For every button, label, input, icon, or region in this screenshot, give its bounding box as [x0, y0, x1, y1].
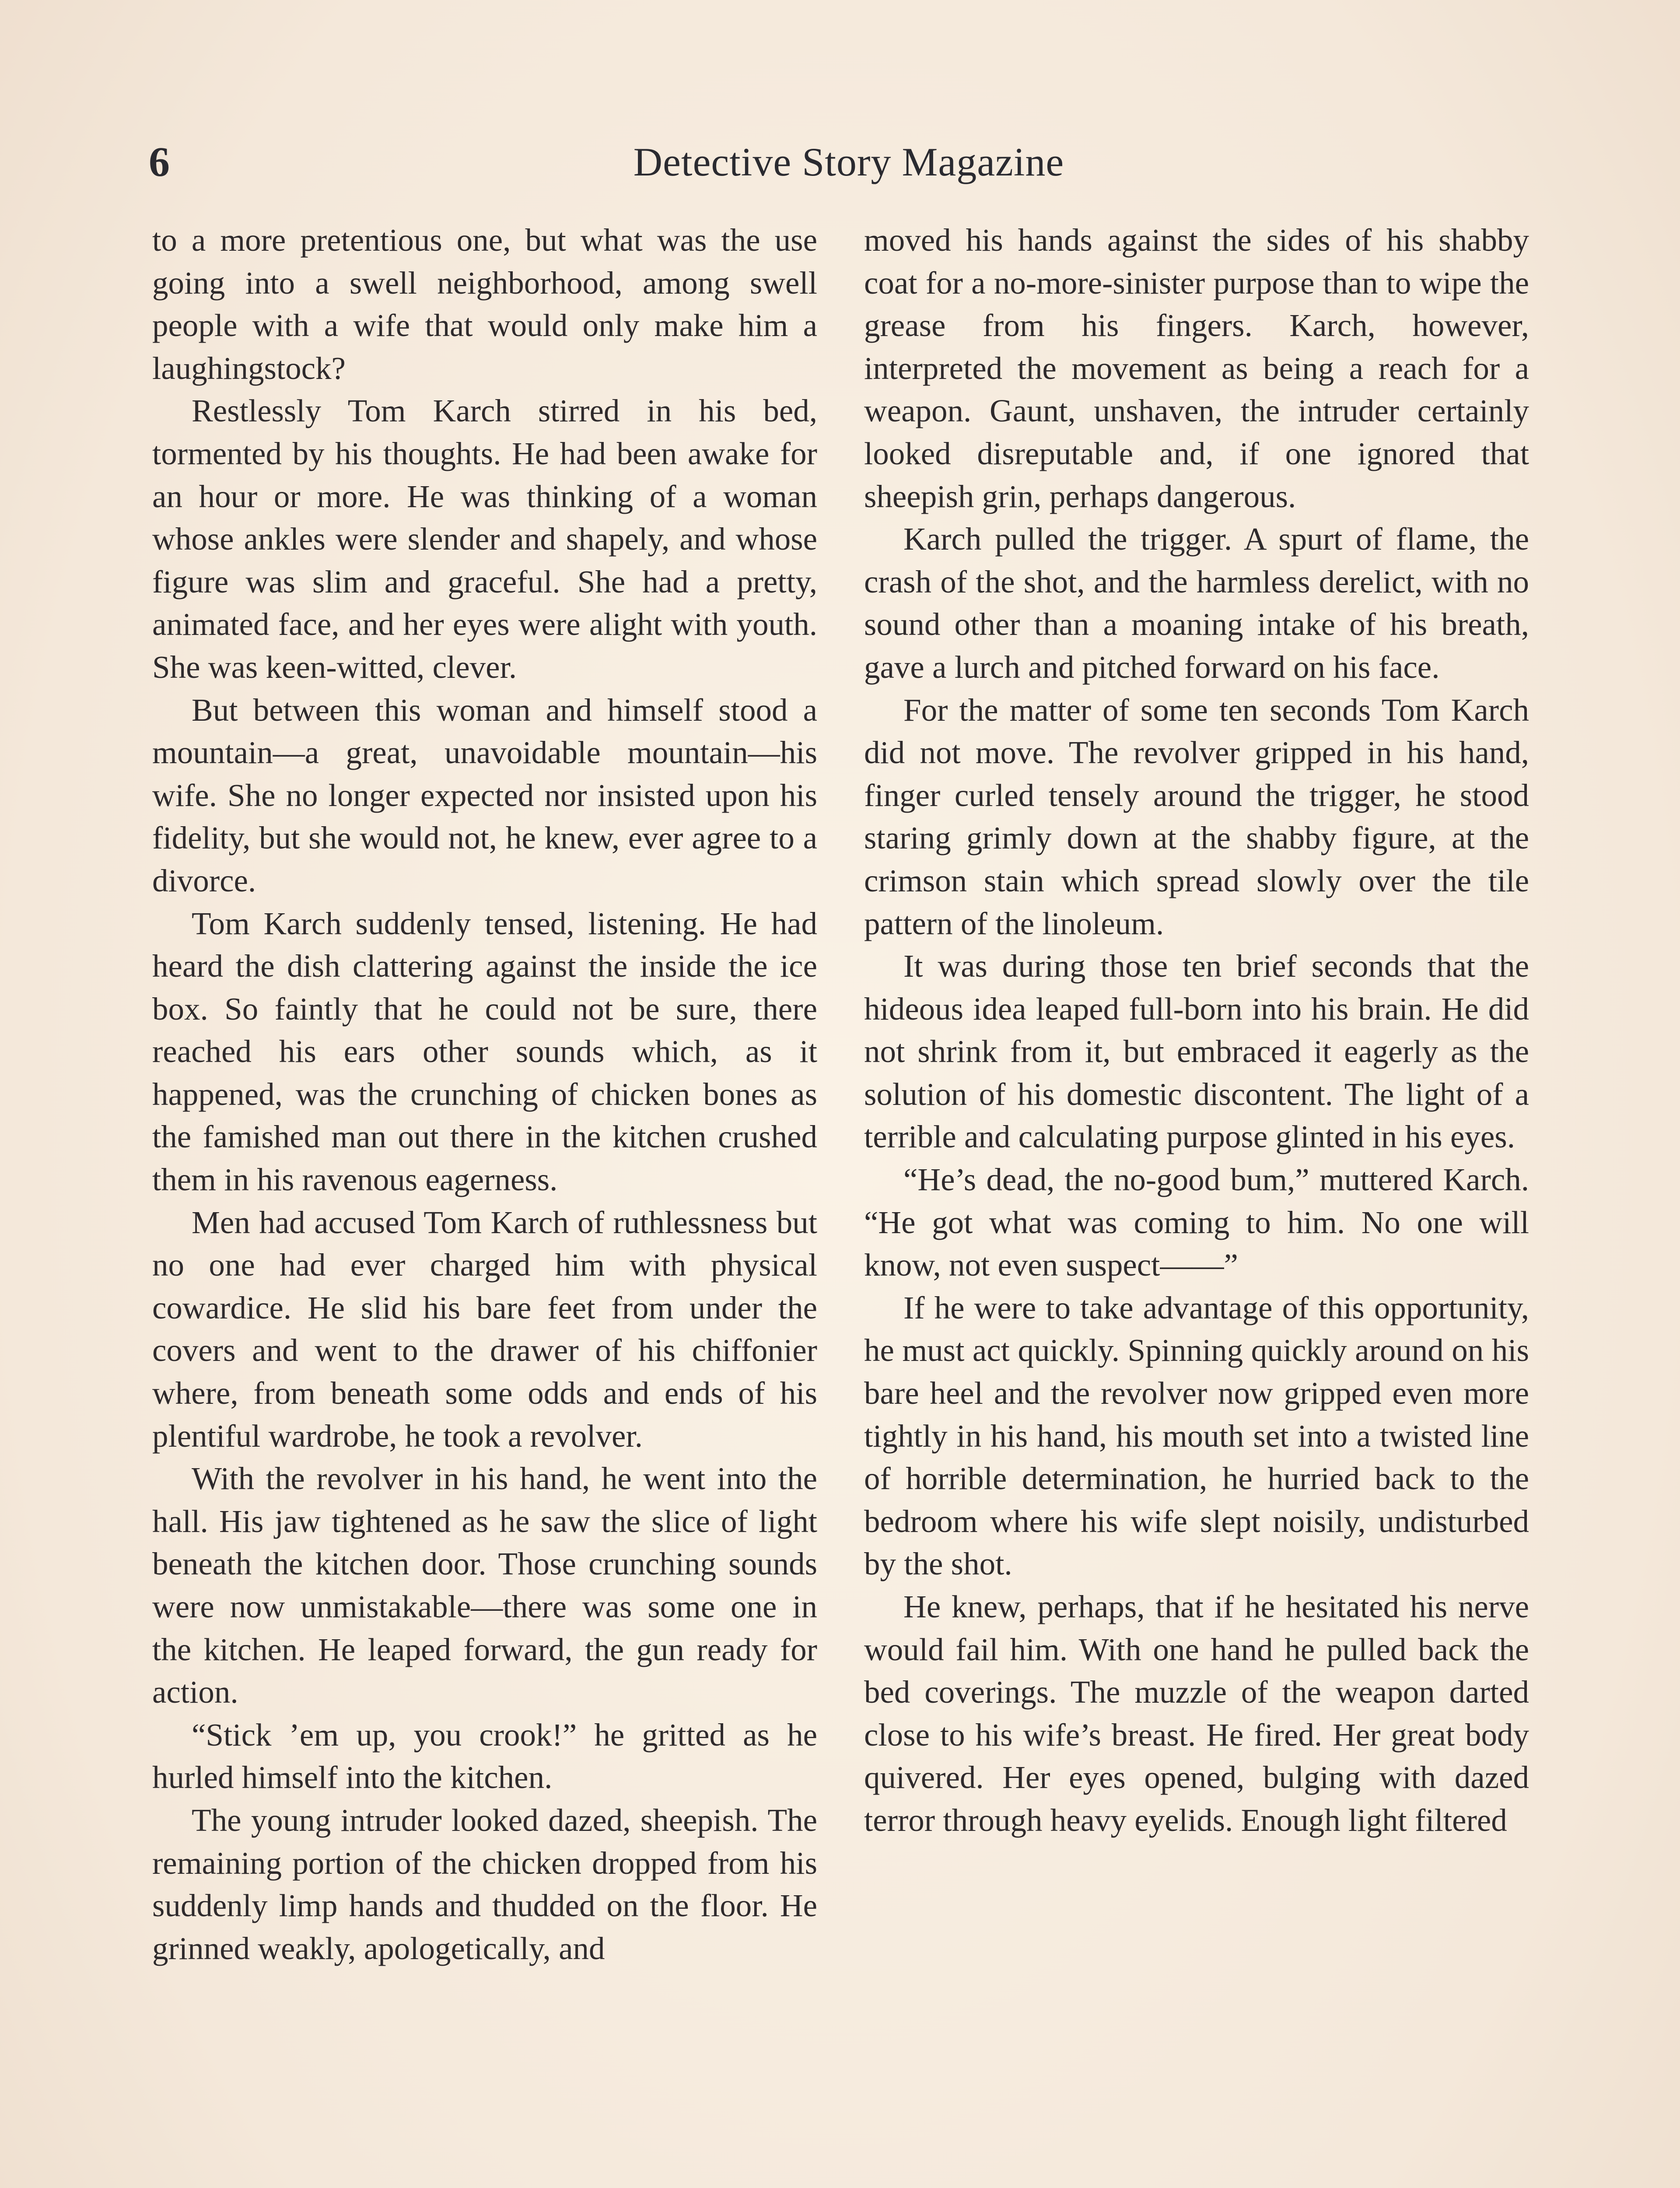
paragraph: moved his hands against the sides of his shabby coat for a no-more-sinister purpose than to wipe the grease from his fingers. Karch, however, interpreted the movement as being a reach for a weapon. Gaunt, unshaven, the intruder certainly looked disreputable and, if one ignored that sheepish grin, perhaps dangerous. — [864, 222, 1529, 514]
paragraph: With the revolver in his hand, he went into the hall. His jaw tightened as he saw the slice of light beneath the kitchen door. Those crunching sounds were now unmistakable—there was some one in the kitchen. He leaped forward, the gun ready for action. — [152, 1461, 817, 1710]
paragraph: For the matter of some ten seconds Tom Karch did not move. The revolver gripped in his hand, finger curled tensely around the trigger, he stood staring grimly down at the shabby figure, at the crimson stain which spread slowly over the tile pattern of the linoleum. — [864, 692, 1529, 941]
paragraph: “He’s dead, the no-good bum,” muttered Karch. “He got what was coming to him. No one will know, not even suspect——” — [864, 1162, 1529, 1283]
paragraph: Tom Karch suddenly tensed, listening. He had heard the dish clattering against the inside the ice box. So faintly that he could not be sure, there reached his ears other sounds which, as it happened, was the crunching of chicken bones as the famished man out there in the kitchen crushed them in his ravenous eagerness. — [152, 905, 817, 1198]
paragraph: He knew, perhaps, that if he hesitated his nerve would fail him. With one hand he pulled back the bed coverings. The muzzle of the weapon darted close to his wife’s breast. He fired. Her great body quivered. Her eyes opened, bulging with dazed terror through heavy eyelids. Enough light filtered — [864, 1589, 1529, 1838]
right-column — [864, 219, 1529, 1842]
paragraph: Restlessly Tom Karch stirred in his bed, tormented by his thoughts. He had been awake for an hour or more. He was thinking of a woman whose ankles were slender and shapely, and whose figure was slim and graceful. She had a pretty, animated face, and her eyes were alight with youth. She was keen-witted, clever. — [152, 393, 817, 685]
paragraph: But between this woman and himself stood a mountain—a great, unavoidable mountain—his wife. She no longer expected nor insisted upon his fidelity, but she would not, he knew, ever agree to a divorce. — [152, 692, 817, 898]
paragraph: If he were to take advantage of this opportunity, he must act quickly. Spinning quickly around on his bare heel and the revolver now gripped even more tightly in his hand, his mouth set into a twisted line of horrible determination, he hurried back to the bedroom where his wife slept noisily, undisturbed by the shot. — [864, 1290, 1529, 1582]
paragraph: “Stick ’em up, you crook!” he gritted as he hurled himself into the kitchen. — [152, 1717, 817, 1795]
running-title: Detective Story Magazine — [633, 140, 1064, 184]
paragraph: Men had accused Tom Karch of ruthlessness but no one had ever charged him with physical cowardice. He slid his bare feet from under the covers and went to the drawer of his chiffonier where, from beneath some odds and ends of his plentiful wardrobe, he took a revolver. — [152, 1204, 817, 1454]
paragraph: It was during those ten brief seconds that the hideous idea leaped full-born into his brain. He did not shrink from it, but embraced it eagerly as the solution of his domestic discontent. The light of a terrible and calculating purpose glinted in his eyes. — [864, 948, 1529, 1155]
paragraph: The young intruder looked dazed, sheepish. The remaining portion of the chicken dropped from his suddenly limp hands and thudded on the floor. He grinned weakly, apologetically, and — [152, 1802, 817, 1966]
left-column — [152, 219, 817, 1970]
paragraph: Karch pulled the trigger. A spurt of flame, the crash of the shot, and the harmless derelict, with no sound other than a moaning intake of his breath, gave a lurch and pitched forward on his face. — [864, 521, 1529, 685]
paragraph: to a more pretentious one, but what was the use going into a swell neighborhood, among swell people with a wife that would only make him a laughingstock? — [152, 222, 817, 386]
page-number: 6 — [149, 138, 170, 185]
page-header — [149, 131, 1549, 193]
